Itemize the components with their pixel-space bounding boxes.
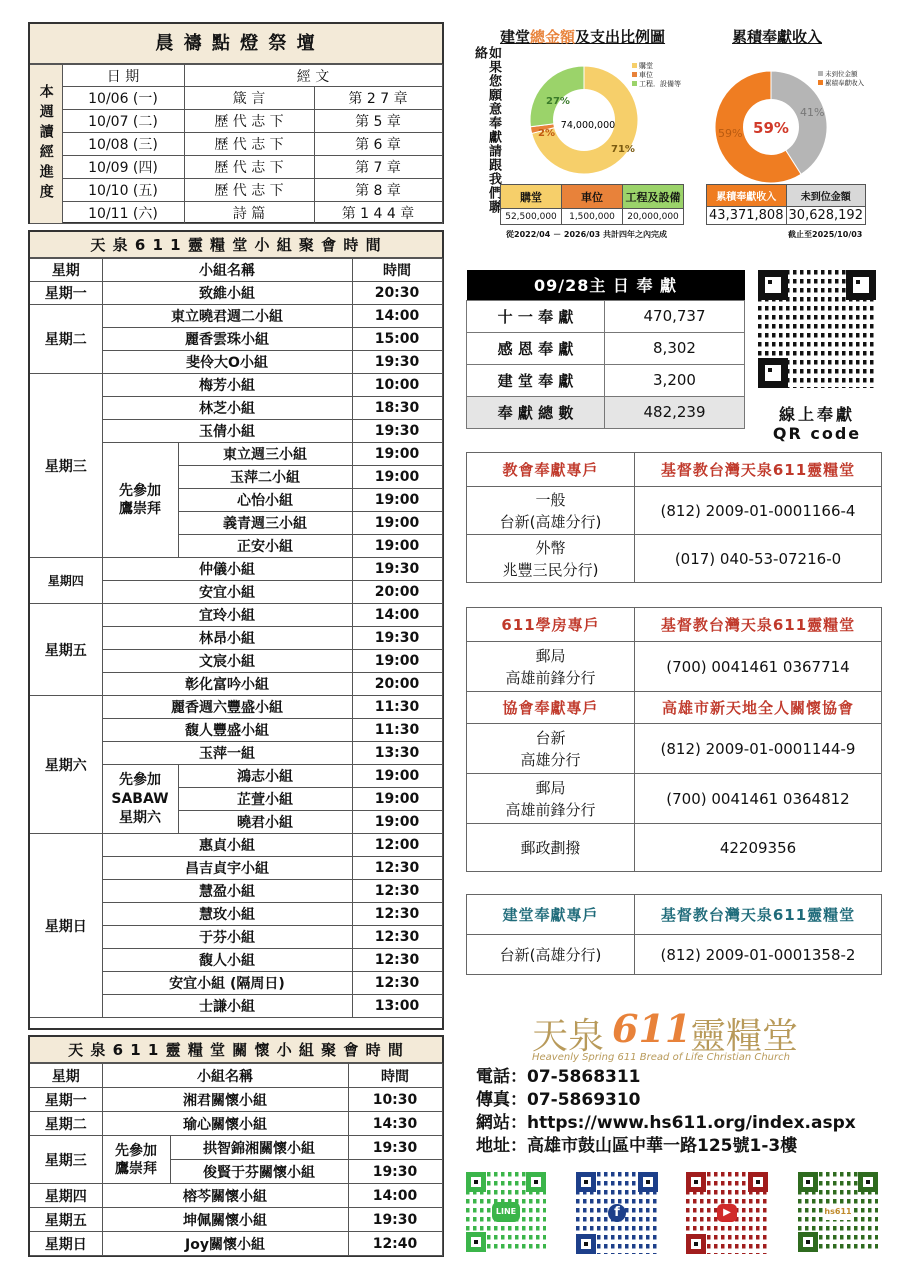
group-time: 13:00 [352,995,442,1018]
pie2-center-label: 59% [753,119,789,137]
group-name: 馥人小組 [102,949,352,972]
reading-book: 詩 篇 [184,202,314,224]
account-type: 郵局 [535,646,566,665]
group-time: 12:30 [352,972,442,995]
care-group-time: 19:30 [348,1136,442,1160]
col-name: 小組名稱 [102,1064,348,1088]
reading-book: 歷 代 志 下 [184,110,314,133]
legend-swatch [632,72,637,77]
building-account-header: 建堂奉獻專戶 [467,895,635,935]
group-time: 14:00 [352,604,442,627]
group-time: 19:00 [352,788,442,811]
legend-label: 車位 [639,71,653,79]
offering-key: 感 恩 奉 獻 [467,332,605,364]
reading-date: 10/06 (一) [62,87,184,110]
group-name: 慧玫小組 [102,903,352,926]
qr-label-online: 線上奉獻 [778,405,855,424]
group-name: 彰化富吟小組 [102,673,352,696]
building-account-holder: 基督教台灣天泉611靈糧堂 [635,895,882,935]
account-type: 一般 [535,490,566,509]
group-name: 林芝小組 [102,397,352,420]
qr-finder [758,358,788,388]
col-date-header: 日 期 [62,65,184,87]
qr-finder [686,1172,706,1192]
group-name: 慧盈小組 [102,880,352,903]
group-time: 11:30 [352,719,442,742]
group-name: 東立曉君週二小組 [102,305,352,328]
reading-table [30,64,443,224]
school-account-holder: 基督教台灣天泉611靈糧堂 [635,608,882,642]
reading-chapter: 第 7 章 [314,156,442,179]
school-association-accounts [466,607,882,872]
col-time: 時間 [352,259,442,282]
day-sat: 星期六 [30,696,102,834]
account-type: 外幣 [535,538,566,557]
group-name: 安宜小組 [102,581,352,604]
care-group-time: 12:40 [348,1232,442,1256]
care-day-thu: 星期四 [30,1184,102,1208]
care-group-name: 拱智錦湘關懷小組 [170,1136,348,1160]
care-group-name: 俊賢于芬關懷小組 [170,1160,348,1184]
day-mon: 星期一 [30,282,102,305]
chart1-title-pre: 建堂 [500,28,531,46]
care-day-sun: 星期日 [30,1232,102,1256]
church-offering-accounts [466,452,882,583]
qr-label-code: QR code [772,424,862,443]
group-time: 20:30 [352,282,442,305]
day-sun: 星期日 [30,834,102,1018]
care-group-name: 瑜心關懷小組 [102,1112,348,1136]
group-time: 10:00 [352,374,442,397]
account-bank [467,535,635,583]
care-wed-note: 先參加 鷹崇拜 [102,1136,170,1184]
chart1-title [500,26,665,47]
col-text-header: 經 文 [184,65,442,87]
youtube-icon: ▶ [717,1204,737,1222]
group-name: 曉君小組 [178,811,352,834]
church-logo [532,1006,822,1068]
group-name: 麗香週六豐盛小組 [102,696,352,719]
sunday-offering-table [466,270,745,429]
church-account-holder: 基督教台灣天泉611靈糧堂 [635,453,882,487]
income-val-received: 43,371,808 [707,207,787,225]
group-time: 19:00 [352,765,442,788]
qr-finder [638,1172,658,1192]
legend-label: 購堂 [639,62,653,70]
group-time: 19:00 [352,650,442,673]
reading-book: 歷 代 志 下 [184,156,314,179]
care-group-time: 19:30 [348,1208,442,1232]
care-day-wed: 星期三 [30,1136,102,1184]
legend-item [632,71,681,80]
group-time: 19:00 [352,811,442,834]
group-time: 19:30 [352,351,442,374]
account-type: 台新 [535,728,566,747]
group-name: 玉萍二小組 [178,466,352,489]
care-group-time: 10:30 [348,1088,442,1112]
group-name: 麗香雲珠小組 [102,328,352,351]
building-fund-pie [528,64,640,176]
association-account-holder: 高雄市新天地全人關懷協會 [635,692,882,724]
group-time: 19:00 [352,466,442,489]
qr-finder [748,1172,768,1192]
chart2-footnote: 截止至2025/10/03 [788,230,863,239]
group-time: 12:30 [352,926,442,949]
group-name: 宜玲小組 [102,604,352,627]
chart1-title-highlight: 總金額 [530,28,576,46]
account-number: (812) 2009-01-0001144-9 [635,724,882,774]
group-time: 18:30 [352,397,442,420]
group-time: 19:00 [352,512,442,535]
cost-val-works: 20,000,000 [623,209,684,225]
pie2-label-59: 59% [718,127,743,140]
group-name: 梅芳小組 [102,374,352,397]
care-group-time: 14:30 [348,1112,442,1136]
group-time: 19:30 [352,558,442,581]
reading-date: 10/08 (三) [62,133,184,156]
pie2-legend [818,70,864,88]
income-head-received: 累積奉獻收入 [707,185,787,207]
reading-chapter: 第 6 章 [314,133,442,156]
care-group-time: 19:30 [348,1160,442,1184]
group-name: 玉萍一組 [102,742,352,765]
group-name: 正安小組 [178,535,352,558]
qr-finder [758,270,788,300]
care-group-time: 14:00 [348,1184,442,1208]
cost-head-parking: 車位 [562,185,623,209]
group-name: 惠貞小組 [102,834,352,857]
col-name: 小組名稱 [102,259,352,282]
legend-swatch [818,71,823,76]
account-number: (017) 040-53-07216-0 [635,535,882,583]
account-number: (812) 2009-01-0001166-4 [635,487,882,535]
day-tue: 星期二 [30,305,102,374]
group-time: 15:00 [352,328,442,351]
contact-side-note: 如果您願意奉獻請跟我們聯絡 [472,46,501,214]
logo-text-tianquan: 天泉 [532,1016,605,1057]
reading-book: 歷 代 志 下 [184,133,314,156]
contact-address: 地址：高雄市鼓山區中華一路125號1-3樓 [476,1136,798,1156]
group-name: 鴻志小組 [178,765,352,788]
qr-finder [466,1232,486,1252]
qr-finder [858,1172,878,1192]
association-account-header: 協會奉獻專戶 [467,692,635,724]
income-val-remaining: 30,628,192 [786,207,866,225]
facebook-qr[interactable] [576,1172,658,1254]
group-name: 東立週三小組 [178,443,352,466]
wed-eagle-worship-note: 先參加 鷹崇拜 [102,443,178,558]
care-group-name: 榕芩關懷小組 [102,1184,348,1208]
weekly-reading-label [30,65,62,224]
morning-prayer-box [28,22,444,224]
qr-finder [526,1172,546,1192]
group-name: 于芬小組 [102,926,352,949]
group-time: 19:00 [352,535,442,558]
cost-head-purchase: 購堂 [501,185,562,209]
website-icon: hs611 [824,1204,852,1220]
group-name: 馥人豐盛小組 [102,719,352,742]
account-branch: 兆豐三民分行) [502,560,599,579]
account-type: 郵局 [535,778,566,797]
chart2-title: 累積奉獻收入 [732,28,823,46]
reading-date: 10/09 (四) [62,156,184,179]
account-number: (700) 0041461 0364812 [635,774,882,824]
account-bank: 台新(高雄分行) [467,935,635,975]
group-time: 19:30 [352,420,442,443]
contact-phone: 電話：07-5868311 [476,1067,641,1087]
offering-key: 建 堂 奉 獻 [467,364,605,396]
offering-title: 09/28主 日 奉 獻 [467,270,745,300]
col-time: 時間 [348,1064,442,1088]
group-time: 20:00 [352,673,442,696]
reading-chapter: 第 2 7 章 [314,87,442,110]
group-name: 士謙小組 [102,995,352,1018]
group-name: 致維小組 [102,282,352,305]
contact-website[interactable]: 網站：https://www.hs611.org/index.aspx [476,1113,856,1133]
care-day-tue: 星期二 [30,1112,102,1136]
group-name: 文宸小組 [102,650,352,673]
qr-finder [576,1172,596,1192]
group-time: 12:30 [352,949,442,972]
building-cost-table [500,184,684,225]
income-head-remaining: 未到位金額 [786,185,866,207]
legend-swatch [632,81,637,86]
pie1-legend [632,62,681,89]
offering-key-total: 奉 獻 總 數 [467,396,605,428]
day-thu: 星期四 [30,558,102,604]
group-name: 仲儀小組 [102,558,352,581]
building-fund-account [466,894,882,975]
postal-transfer-label: 郵政劃撥 [467,824,635,872]
small-groups-title: 天 泉 6 1 1 靈 糧 堂 小 組 聚 會 時 間 [30,232,442,258]
contact-info [476,1066,856,1158]
offering-key: 十 一 奉 獻 [467,300,605,332]
group-name: 林昂小組 [102,627,352,650]
care-groups-title: 天 泉 6 1 1 靈 糧 堂 關 懷 小 組 聚 會 時 間 [30,1037,442,1063]
online-offering-qr[interactable] [758,270,876,388]
offering-value: 3,200 [605,364,745,396]
qr-finder [466,1172,486,1192]
weekly-reading-text: 本週讀經進度 [37,84,54,204]
qr-finder [846,270,876,300]
pie1-label-2: 2% [538,128,555,139]
small-groups-box [28,230,444,1030]
account-bank [467,487,635,535]
qr-finder [686,1234,706,1254]
account-branch: 高雄前鋒分行 [505,668,596,687]
reading-chapter: 第 1 4 4 章 [314,202,442,224]
offering-income-table [706,184,866,225]
account-number: (700) 0041461 0367714 [635,642,882,692]
group-time: 14:00 [352,305,442,328]
cost-val-parking: 1,500,000 [562,209,623,225]
cost-val-purchase: 52,500,000 [501,209,562,225]
group-time: 11:30 [352,696,442,719]
website-qr[interactable] [798,1172,878,1252]
account-number: (812) 2009-01-0001358-2 [635,935,882,975]
care-day-fri: 星期五 [30,1208,102,1232]
care-groups-table [30,1063,443,1256]
chart1-footnote: 從2022/04 － 2026/03 共計四年之內完成 [506,230,667,239]
group-time: 19:00 [352,489,442,512]
reading-book: 箴 言 [184,87,314,110]
group-name: 義青週三小組 [178,512,352,535]
group-time: 12:30 [352,880,442,903]
group-name: 心怡小組 [178,489,352,512]
group-time: 19:30 [352,627,442,650]
group-time: 13:30 [352,742,442,765]
qr-finder [798,1172,818,1192]
group-name: 昌吉貞宇小組 [102,857,352,880]
qr-finder [576,1234,596,1254]
day-fri: 星期五 [30,604,102,696]
account-bank [467,774,635,824]
contact-fax: 傳真：07-5869310 [476,1090,641,1110]
account-bank [467,642,635,692]
logo-text-lingliangtang: 靈糧堂 [690,1016,799,1057]
reading-chapter: 第 8 章 [314,179,442,202]
group-time: 20:00 [352,581,442,604]
care-group-name: Joy關懷小組 [102,1232,348,1256]
pie2-label-41: 41% [800,106,825,119]
group-name: 斐伶大O小組 [102,351,352,374]
offering-value-total: 482,239 [605,396,745,428]
legend-swatch [818,80,823,85]
logo-text-611: 611 [612,1006,692,1051]
postal-transfer-number: 42209356 [635,824,882,872]
pie1-label-71: 71% [611,144,635,155]
reading-date: 10/10 (五) [62,179,184,202]
reading-chapter: 第 5 章 [314,110,442,133]
pie1-center-label: 74,000,000 [560,120,616,131]
care-day-mon: 星期一 [30,1088,102,1112]
reading-book: 歷 代 志 下 [184,179,314,202]
day-wed: 星期三 [30,374,102,558]
group-time: 12:00 [352,834,442,857]
facebook-icon: f [608,1204,626,1222]
group-time: 12:30 [352,903,442,926]
group-name: 安宜小組 (隔周日) [102,972,352,995]
reading-date: 10/07 (二) [62,110,184,133]
legend-item [818,79,864,88]
care-groups-box [28,1035,444,1257]
account-branch: 高雄分行 [520,750,581,769]
legend-label: 累積奉獻收入 [825,79,864,87]
col-day: 星期 [30,259,102,282]
account-branch: 台新(高雄分行) [499,512,602,531]
account-bank [467,724,635,774]
legend-swatch [632,63,637,68]
offering-value: 470,737 [605,300,745,332]
reading-date: 10/11 (六) [62,202,184,224]
small-groups-table [30,258,443,1018]
legend-label: 工程．設備等 [639,80,681,88]
school-account-header: 611學房專戶 [467,608,635,642]
youtube-qr[interactable] [686,1172,768,1254]
legend-item [818,70,864,79]
cost-head-works: 工程及設備 [623,185,684,209]
legend-label: 未到位金額 [825,70,858,78]
church-account-header: 教會奉獻專戶 [467,453,635,487]
qr-finder [798,1232,818,1252]
group-name: 芷萱小組 [178,788,352,811]
line-qr[interactable] [466,1172,546,1252]
chart1-title-post: 及支出比例圖 [575,28,666,46]
legend-item [632,80,681,89]
sat-sabaw-note: 先參加 SABAW 星期六 [102,765,178,834]
legend-item [632,62,681,71]
pie1-label-27: 27% [546,96,570,107]
group-time: 19:00 [352,443,442,466]
line-icon: LINE [492,1202,520,1222]
care-group-name: 湘君關懷小組 [102,1088,348,1112]
care-group-name: 坤佩關懷小組 [102,1208,348,1232]
col-day: 星期 [30,1064,102,1088]
morning-prayer-title: 晨 禱 點 燈 祭 壇 [30,24,442,64]
group-time: 12:30 [352,857,442,880]
offering-value: 8,302 [605,332,745,364]
account-branch: 高雄前鋒分行 [505,800,596,819]
group-name: 玉倩小組 [102,420,352,443]
logo-english: Heavenly Spring 611 Bread of Life Christian Church [532,1052,790,1063]
